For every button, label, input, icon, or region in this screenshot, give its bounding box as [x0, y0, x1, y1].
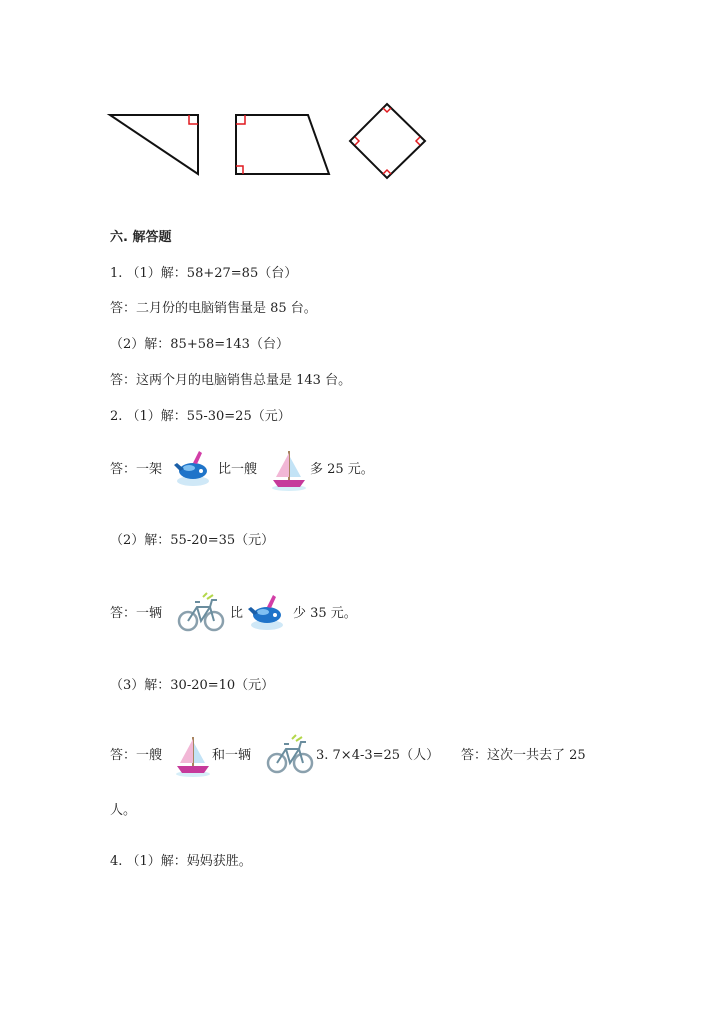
q2-solution-2: （2）解：55-20=35（元）	[110, 533, 275, 548]
bicycle-icon	[266, 733, 314, 777]
answer-text: 和一辆	[212, 748, 252, 763]
geometry-figures	[0, 0, 720, 200]
bicycle-icon	[177, 591, 225, 635]
q4-solution-1: 4. （1）解：妈妈获胜。	[110, 854, 252, 869]
q2-solution-3: （3）解：30-20=10（元）	[110, 678, 275, 693]
section-heading: 六. 解答题	[110, 230, 172, 245]
q2-answer-2	[110, 591, 390, 635]
answer-text: 答：这次一共去了 25	[461, 748, 586, 763]
answer-text: 答：一艘	[110, 748, 163, 763]
q2-answer-1	[110, 447, 410, 491]
airplane-icon	[174, 447, 212, 491]
square-rotated-icon	[350, 104, 425, 178]
answer-text: 比	[230, 606, 244, 621]
airplane-icon	[248, 591, 286, 635]
q1-solution-2: （2）解：85+58=143（台）	[110, 337, 289, 352]
q2-solution-1: 2. （1）解：55-30=25（元）	[110, 409, 291, 424]
answer-text: 少 35 元。	[293, 606, 357, 621]
answer-text: 多 25 元。	[310, 462, 374, 477]
answer-text: 比一艘	[218, 462, 258, 477]
answer-text: 答：一辆	[110, 606, 163, 621]
answer-text: 3. 7×4-3=25（人）	[316, 748, 440, 763]
q1-answer-1: 答：二月份的电脑销售量是 85 台。	[110, 301, 317, 316]
sailboat-icon	[174, 733, 212, 777]
q1-answer-2: 答：这两个月的电脑销售总量是 143 台。	[110, 373, 352, 388]
sailboat-icon	[270, 447, 308, 491]
q2-answer-3	[110, 733, 610, 777]
q1-solution-1: 1. （1）解：58+27=85（台）	[110, 266, 298, 281]
right-trapezoid-icon	[236, 115, 329, 174]
right-triangle-icon	[110, 115, 198, 174]
q2-answer-3-continued: 人。	[110, 803, 137, 818]
answer-text: 答：一架	[110, 462, 163, 477]
